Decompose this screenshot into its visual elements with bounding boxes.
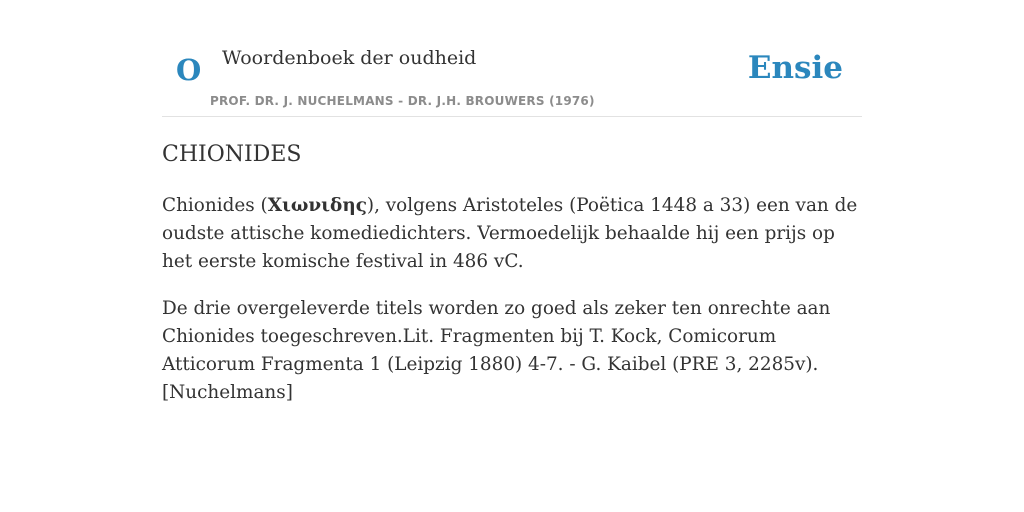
entry-paragraph-2: De drie overgeleverde titels worden zo goed als zeker ten onrechte aan Chionides toegeschreven.Lit. Fragmenten bij T. Kock, Comicorum Atticorum Fragmenta 1 (Leipzig 1880) 4-7. - G. Kaibel (PRE 3, 2285v). [Nuchelmans] — [162, 298, 831, 403]
entry-paragraph-1 — [162, 192, 866, 276]
index-letter[interactable]: O — [176, 53, 202, 87]
book-authors: PROF. DR. J. NUCHELMANS - DR. J.H. BROUWERS (1976) — [210, 94, 595, 108]
paragraph-1-lead: Chionides ( — [162, 195, 268, 216]
greek-name: Χιωνιδης — [267, 195, 367, 216]
entry-headword: CHIONIDES — [162, 142, 302, 167]
entry-body — [162, 192, 866, 426]
page-header — [162, 0, 862, 117]
ensie-logo[interactable]: Ensie — [747, 50, 843, 86]
paragraph-1-rest: ), volgens Aristoteles (Poëtica 1448 a 33) een van de oudste attische komediedichters. Vermoedelijk behaalde hij een prijs op het eerste komische festival in 486 vC. — [162, 195, 858, 272]
book-title[interactable]: Woordenboek der oudheid — [222, 47, 477, 69]
